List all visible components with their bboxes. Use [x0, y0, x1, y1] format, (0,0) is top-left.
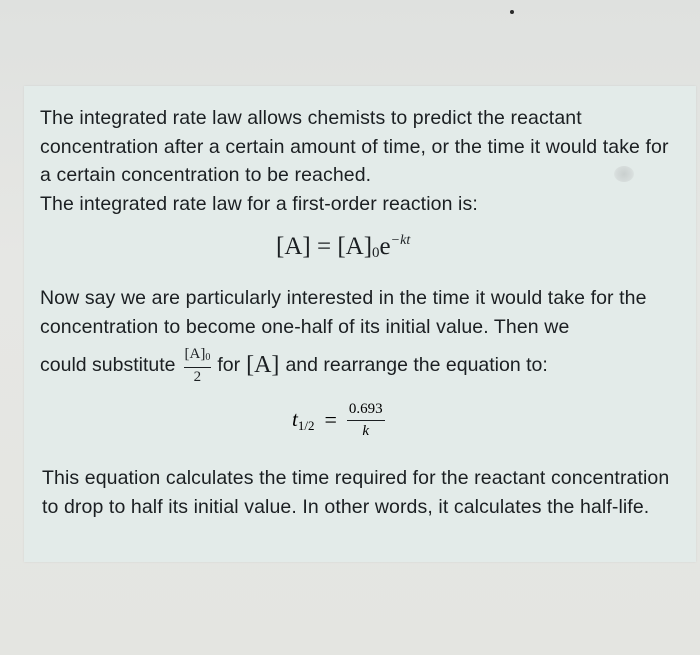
formula-rhs-base: [A]: [337, 233, 373, 260]
fraction-denominator: 2: [193, 368, 202, 385]
substitution-fraction: [184, 346, 212, 385]
intro-paragraph: The integrated rate law allows chemists to predict the reactant concentration after a certain amount of time, or the time it would take for a certain concentration to be reached. The integrated rate law for a first-order reaction is:: [40, 107, 669, 215]
conclusion-paragraph: This equation calculates the time required for the reactant concentration to drop to half its initial value. In other words, it calculates the half-life.: [42, 467, 670, 518]
integrated-rate-law-formula: [276, 226, 410, 268]
formula-equals: =: [316, 233, 332, 260]
halflife-fraction: [347, 400, 385, 440]
substitution-before: could substitute: [40, 353, 176, 376]
background-dot: [510, 10, 514, 14]
halflife-equals: =: [324, 407, 337, 432]
halflife-denominator: k: [362, 423, 370, 439]
substitution-middle: for: [217, 353, 241, 376]
halflife-formula: [292, 400, 385, 440]
fraction-numerator: $[A]_0$: [184, 346, 212, 368]
halflife-lhs: $t_{1/2}$: [292, 406, 315, 433]
formula-rhs-exponent: −kt: [390, 233, 411, 248]
formula-lhs: [A]: [276, 233, 311, 260]
formula-rhs-e: e: [379, 233, 391, 260]
substitution-line: [40, 340, 548, 390]
halflife-intro-paragraph: Now say we are particularly interested in the time it would take for the concentration to become one-half of its initial value. Then we: [40, 287, 647, 338]
substitution-variable: [A]: [246, 351, 280, 378]
formula-rhs-sub: 0: [372, 245, 380, 261]
halflife-numerator: 0.693: [347, 400, 385, 421]
content-card: [24, 86, 696, 562]
substitution-after: and rearrange the equation to:: [285, 353, 548, 376]
